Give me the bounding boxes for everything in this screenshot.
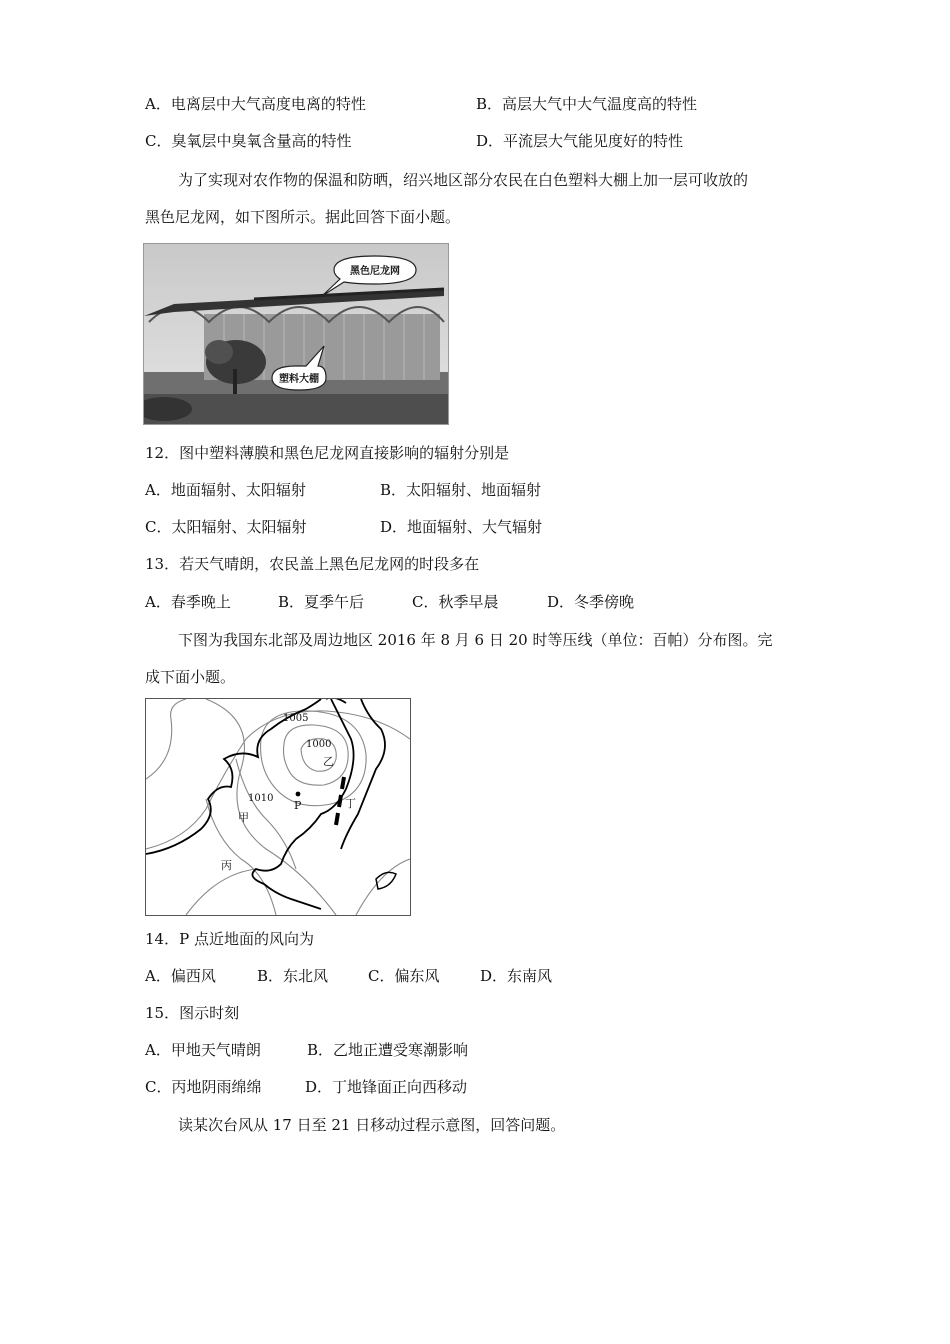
isobar-label-1005: 1005 [283,713,309,724]
typhoon-intro: 读某次台风从 17 日至 21 日移动过程示意图，回答问题。 [178,1116,566,1134]
q11-option-c: C．臭氧层中臭氧含量高的特性 [145,132,352,150]
q14-option-b: B．东北风 [257,967,329,985]
isobar-map [145,698,411,916]
map-label-bing: 丙 [221,859,232,872]
q11-option-b: B．高层大气中大气温度高的特性 [476,95,698,113]
map-label-yi: 乙 [323,755,334,768]
q12-option-d: D．地面辐射、大气辐射 [380,518,543,536]
q13-option-d: D．冬季傍晚 [547,593,635,611]
map-label-ding: 丁 [345,797,356,810]
pressure-intro-line1: 下图为我国东北部及周边地区 2016 年 8 月 6 日 20 时等压线（单位：百帕）分布图。完 [178,631,773,649]
pressure-intro-line2: 成下面小题。 [145,668,236,686]
map-label-p: P [294,799,302,812]
q15-option-d: D．丁地锋面正向西移动 [305,1078,468,1096]
q12-option-c: C．太阳辐射、太阳辐射 [145,518,307,536]
isobar-label-1000: 1000 [306,739,332,750]
q14-stem: 14．P 点近地面的风向为 [145,930,314,948]
greenhouse-intro-line1: 为了实现对农作物的保温和防晒，绍兴地区部分农民在白色塑料大棚上加一层可收放的 [178,171,749,189]
q13-option-c: C．秋季早晨 [412,593,499,611]
q11-option-d: D．平流层大气能见度好的特性 [476,132,684,150]
q14-option-a: A．偏西风 [145,967,216,985]
greenhouse-intro-line2: 黑色尼龙网，如下图所示。据此回答下面小题。 [145,208,461,226]
q15-option-c: C．丙地阴雨绵绵 [145,1078,262,1096]
q13-option-a: A．春季晚上 [145,593,231,611]
q15-option-b: B．乙地正遭受寒潮影响 [307,1041,469,1059]
callout-greenhouse-label: 塑料大棚 [279,374,319,385]
q12-stem: 12．图中塑料薄膜和黑色尼龙网直接影响的辐射分别是 [145,444,510,462]
q14-option-c: C．偏东风 [368,967,440,985]
q15-stem: 15．图示时刻 [145,1004,240,1022]
q15-option-a: A．甲地天气晴朗 [145,1041,261,1059]
greenhouse-photo [143,243,449,425]
q12-option-b: B．太阳辐射、地面辐射 [380,481,542,499]
q11-option-a: A．电离层中大气高度电离的特性 [145,95,366,113]
q13-option-b: B．夏季午后 [278,593,365,611]
map-label-jia: 甲 [238,811,249,824]
isobar-label-1010: 1010 [248,793,274,804]
q12-option-a: A．地面辐射、太阳辐射 [145,481,306,499]
q13-stem: 13．若天气晴朗，农民盖上黑色尼龙网的时段多在 [145,555,480,573]
callout-net-label: 黑色尼龙网 [350,266,400,277]
q14-option-d: D．东南风 [480,967,553,985]
